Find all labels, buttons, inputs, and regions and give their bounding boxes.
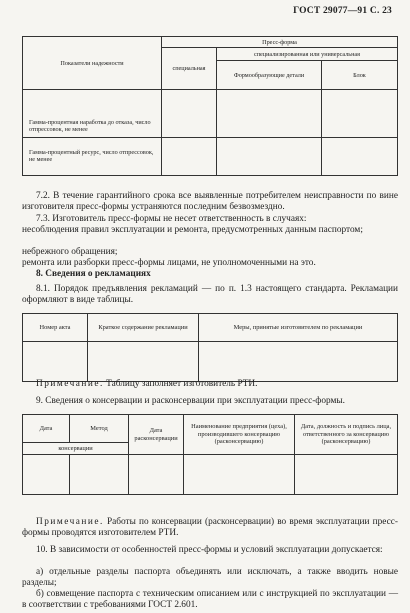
paragraph-7-3-item: ремонта или разборки пресс-формы лицами, не уполномоченными на это. (22, 258, 316, 268)
note-text: Работы по консервации (расконсервации) во время эксплуатации пресс-формы проводятся изготовителем РТИ. (22, 517, 399, 538)
row-label-gamma-time: Гамма-процентная наработка до отказа, число отпрессовок, не менее (23, 90, 162, 138)
paragraph-9: 9. Сведения о консервации и расконсервации при эксплуатации пресс-формы. (36, 396, 345, 406)
paragraph-8-1: 8.1. Порядок предъявления рекламаций — по п. 1.3 настоящего стандарта. Рекламации оформляют в виде таблицы. (22, 284, 398, 305)
note-1 (22, 379, 398, 390)
note-text: Таблицу заполняет изготовитель РТИ. (106, 379, 258, 389)
col-header-block: Блок (322, 61, 398, 90)
col-header-special: специальная (162, 48, 217, 90)
paragraph-10-a: а) отдельные разделы паспорта объединять или исключать, а также вводить новые разделы; (22, 567, 398, 588)
col-header-enterprise: Наименование предприятия (цеха), производившего консервацию (расконсервацию) (184, 415, 295, 455)
page-header: ГОСТ 29077—91 С. 23 (293, 6, 392, 16)
col-header-preservation: консервации (23, 443, 129, 455)
col-header-depreservation-date: Дата расконсервации (129, 415, 184, 455)
paragraph-7-3: 7.3. Изготовитель пресс-формы не несет ответственность в случаях: (36, 214, 307, 224)
claims-table (22, 313, 398, 382)
col-header-forming-parts: Формообразующие детали (217, 61, 322, 90)
paragraph-10: 10. В зависимости от особенностей пресс-формы и условий эксплуатации допускается: (36, 545, 383, 555)
col-header-date: Дата (23, 415, 70, 443)
col-header-responsible: Дата, должность и подпись лица, ответственного за консервацию (расконсервацию) (295, 415, 398, 455)
paragraph-7-3-item: небрежного обращения; (22, 247, 118, 257)
note-label: Примечание. (36, 379, 104, 389)
table-row (23, 90, 398, 138)
col-header-claim-summary: Краткое содержание рекламации (88, 314, 199, 342)
reliability-table (22, 36, 398, 176)
col-header-mold: Пресс-форма (162, 37, 398, 48)
note-2 (22, 517, 398, 539)
paragraph-10-b: б) совмещение паспорта с техническим описанием или с инструкцией по эксплуатации — в соответствии с требованиями ГОСТ 2.601. (22, 589, 398, 610)
note-label: Примечание. (36, 517, 104, 527)
col-header-measures: Меры, принятые изготовителем по рекламации (199, 314, 398, 342)
paragraph-7-2: 7.2. В течение гарантийного срока все выявленные потребителем неисправности по вине изготовителя пресс-формы устраняются последним безвозмездно. (22, 191, 398, 212)
col-header-indicators: Показатели надежности (23, 37, 162, 90)
col-header-act-number: Номер акта (23, 314, 88, 342)
table-row (23, 342, 398, 382)
col-header-specialized: специализированная или универсальная (217, 48, 398, 61)
section-8-heading: 8. Сведения о рекламациях (36, 269, 151, 279)
table-row (23, 455, 398, 495)
table-row (23, 138, 398, 176)
preservation-table (22, 414, 398, 495)
paragraph-7-3-item: несоблюдения правил эксплуатации и ремонта, предусмотренных данным паспортом; (22, 225, 363, 235)
col-header-method: Метод (70, 415, 129, 443)
row-label-gamma-resource: Гамма-процентный ресурс, число отпрессовок, не менее (23, 138, 162, 176)
